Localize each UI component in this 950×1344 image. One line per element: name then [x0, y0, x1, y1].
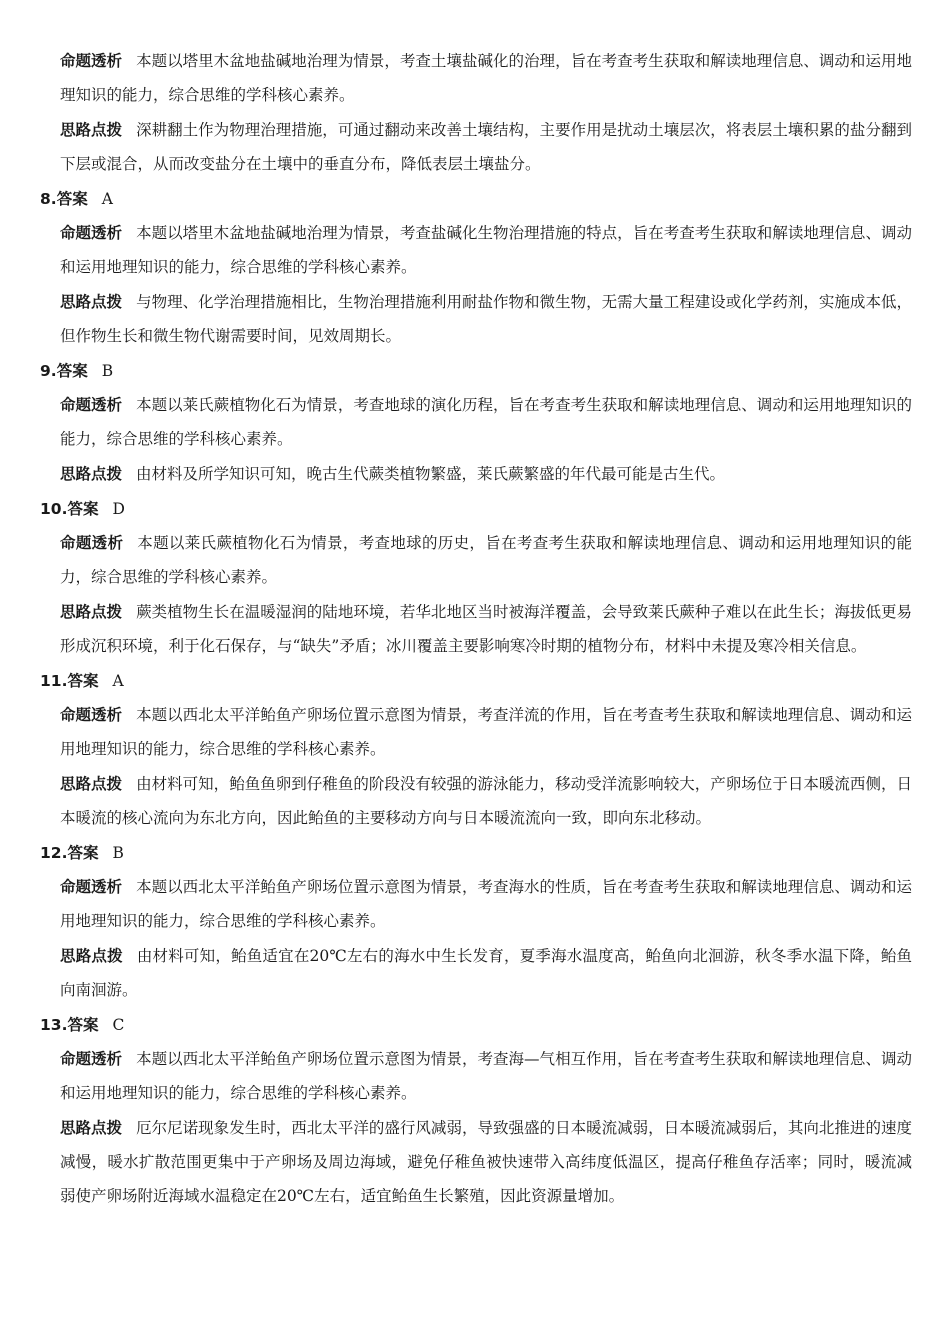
hint-paragraph	[40, 113, 912, 181]
analysis-text: 本题以莱氏蕨植物化石为情景，考查地球的历史，旨在考查考生获取和解读地理信息、调动和运用地理知识的能力，综合思维的学科核心素养。	[60, 534, 912, 586]
hint-label: 思路点拨	[60, 1119, 123, 1137]
analysis-paragraph	[40, 216, 912, 284]
answer-letter: A	[112, 672, 124, 690]
analysis-text: 本题以塔里木盆地盐碱地治理为情景，考查盐碱化生物治理措施的特点，旨在考查考生获取和解读地理信息、调动和运用地理知识的能力，综合思维的学科核心素养。	[60, 224, 912, 276]
answer-letter: A	[101, 190, 113, 208]
hint-paragraph	[40, 767, 912, 835]
answer-label: 答案	[67, 1016, 99, 1034]
answer-block-7	[40, 44, 912, 181]
answer-block-9	[40, 354, 912, 491]
analysis-label: 命题透析	[60, 706, 123, 724]
analysis-label: 命题透析	[60, 224, 123, 242]
hint-label: 思路点拨	[60, 293, 123, 311]
hint-paragraph	[40, 595, 912, 663]
answer-key-content	[40, 44, 912, 1214]
hint-text: 蕨类植物生长在温暖湿润的陆地环境，若华北地区当时被海洋覆盖，会导致莱氏蕨种子难以在此生长；海拔低更易形成沉积环境，利于化石保存，与“缺失”矛盾；冰川覆盖主要影响寒冷时期的植物分布，材料中未提及寒冷相关信息。	[60, 603, 912, 655]
analysis-paragraph	[40, 870, 912, 938]
hint-label: 思路点拨	[60, 775, 123, 793]
analysis-text: 本题以西北太平洋鲐鱼产卵场位置示意图为情景，考查海水的性质，旨在考查考生获取和解读地理信息、调动和运用地理知识的能力，综合思维的学科核心素养。	[60, 878, 912, 930]
analysis-label: 命题透析	[60, 878, 123, 896]
answer-letter: B	[112, 844, 124, 862]
answer-line	[40, 182, 912, 216]
question-number: 11.	[40, 672, 68, 690]
analysis-label: 命题透析	[60, 534, 124, 552]
answer-label: 答案	[56, 190, 88, 208]
analysis-label: 命题透析	[60, 396, 123, 414]
hint-label: 思路点拨	[60, 603, 123, 621]
answer-line	[40, 1008, 912, 1042]
question-number: 12.	[40, 844, 68, 862]
hint-paragraph	[40, 1111, 912, 1213]
answer-block-11	[40, 664, 912, 835]
hint-paragraph	[40, 285, 912, 353]
answer-line	[40, 354, 912, 388]
answer-block-10	[40, 492, 912, 663]
hint-label: 思路点拨	[60, 121, 123, 139]
answer-block-12	[40, 836, 912, 1007]
answer-label: 答案	[67, 844, 99, 862]
answer-letter: C	[112, 1016, 125, 1034]
answer-letter: D	[112, 500, 125, 518]
question-number: 8.	[40, 190, 57, 208]
analysis-text: 本题以莱氏蕨植物化石为情景，考查地球的演化历程，旨在考查考生获取和解读地理信息、调动和运用地理知识的能力，综合思维的学科核心素养。	[60, 396, 912, 448]
analysis-paragraph	[40, 388, 912, 456]
question-number: 10.	[40, 500, 68, 518]
answer-letter: B	[101, 362, 114, 380]
hint-text: 由材料可知，鲐鱼鱼卵到仔稚鱼的阶段没有较强的游泳能力，移动受洋流影响较大，产卵场位于日本暖流西侧，日本暖流的核心流向为东北方向，因此鲐鱼的主要移动方向与日本暖流流向一致，即向东北移动。	[60, 775, 912, 827]
hint-label: 思路点拨	[60, 947, 123, 965]
analysis-paragraph	[40, 698, 912, 766]
answer-line	[40, 836, 912, 870]
hint-text: 由材料可知，鲐鱼适宜在20℃左右的海水中生长发育，夏季海水温度高，鲐鱼向北洄游，秋冬季水温下降，鲐鱼向南洄游。	[60, 947, 912, 999]
hint-text: 由材料及所学知识可知，晚古生代蕨类植物繁盛，莱氏蕨繁盛的年代最可能是古生代。	[136, 465, 726, 483]
analysis-text: 本题以西北太平洋鲐鱼产卵场位置示意图为情景，考查洋流的作用，旨在考查考生获取和解读地理信息、调动和运用地理知识的能力，综合思维的学科核心素养。	[60, 706, 912, 758]
hint-paragraph	[40, 939, 912, 1007]
analysis-text: 本题以西北太平洋鲐鱼产卵场位置示意图为情景，考查海—气相互作用，旨在考查考生获取和解读地理信息、调动和运用地理知识的能力，综合思维的学科核心素养。	[60, 1050, 912, 1102]
answer-label: 答案	[56, 362, 88, 380]
answer-label: 答案	[67, 672, 99, 690]
answer-block-13	[40, 1008, 912, 1213]
answer-block-8	[40, 182, 912, 353]
analysis-paragraph	[40, 1042, 912, 1110]
analysis-paragraph	[40, 526, 912, 594]
hint-text: 厄尔尼诺现象发生时，西北太平洋的盛行风减弱，导致强盛的日本暖流减弱，日本暖流减弱后，其向北推进的速度减慢，暖水扩散范围更集中于产卵场及周边海域，避免仔稚鱼被快速带入高纬度低温区，提高仔稚鱼存活率；同时，暖流减弱使产卵场附近海域水温稳定在20℃左右，适宜鲐鱼生长繁殖，因此资源量增加。	[60, 1119, 912, 1205]
question-number: 13.	[40, 1016, 68, 1034]
analysis-label: 命题透析	[60, 52, 123, 70]
answer-line	[40, 492, 912, 526]
analysis-text: 本题以塔里木盆地盐碱地治理为情景，考查土壤盐碱化的治理，旨在考查考生获取和解读地理信息、调动和运用地理知识的能力，综合思维的学科核心素养。	[60, 52, 912, 104]
question-number: 9.	[40, 362, 57, 380]
analysis-paragraph	[40, 44, 912, 112]
analysis-label: 命题透析	[60, 1050, 123, 1068]
hint-paragraph	[40, 457, 912, 491]
answer-label: 答案	[67, 500, 99, 518]
hint-text: 深耕翻土作为物理治理措施，可通过翻动来改善土壤结构，主要作用是扰动土壤层次，将表层土壤积累的盐分翻到下层或混合，从而改变盐分在土壤中的垂直分布，降低表层土壤盐分。	[60, 121, 912, 173]
answer-line	[40, 664, 912, 698]
hint-text: 与物理、化学治理措施相比，生物治理措施利用耐盐作物和微生物，无需大量工程建设或化学药剂，实施成本低，但作物生长和微生物代谢需要时间，见效周期长。	[60, 293, 912, 345]
hint-label: 思路点拨	[60, 465, 123, 483]
